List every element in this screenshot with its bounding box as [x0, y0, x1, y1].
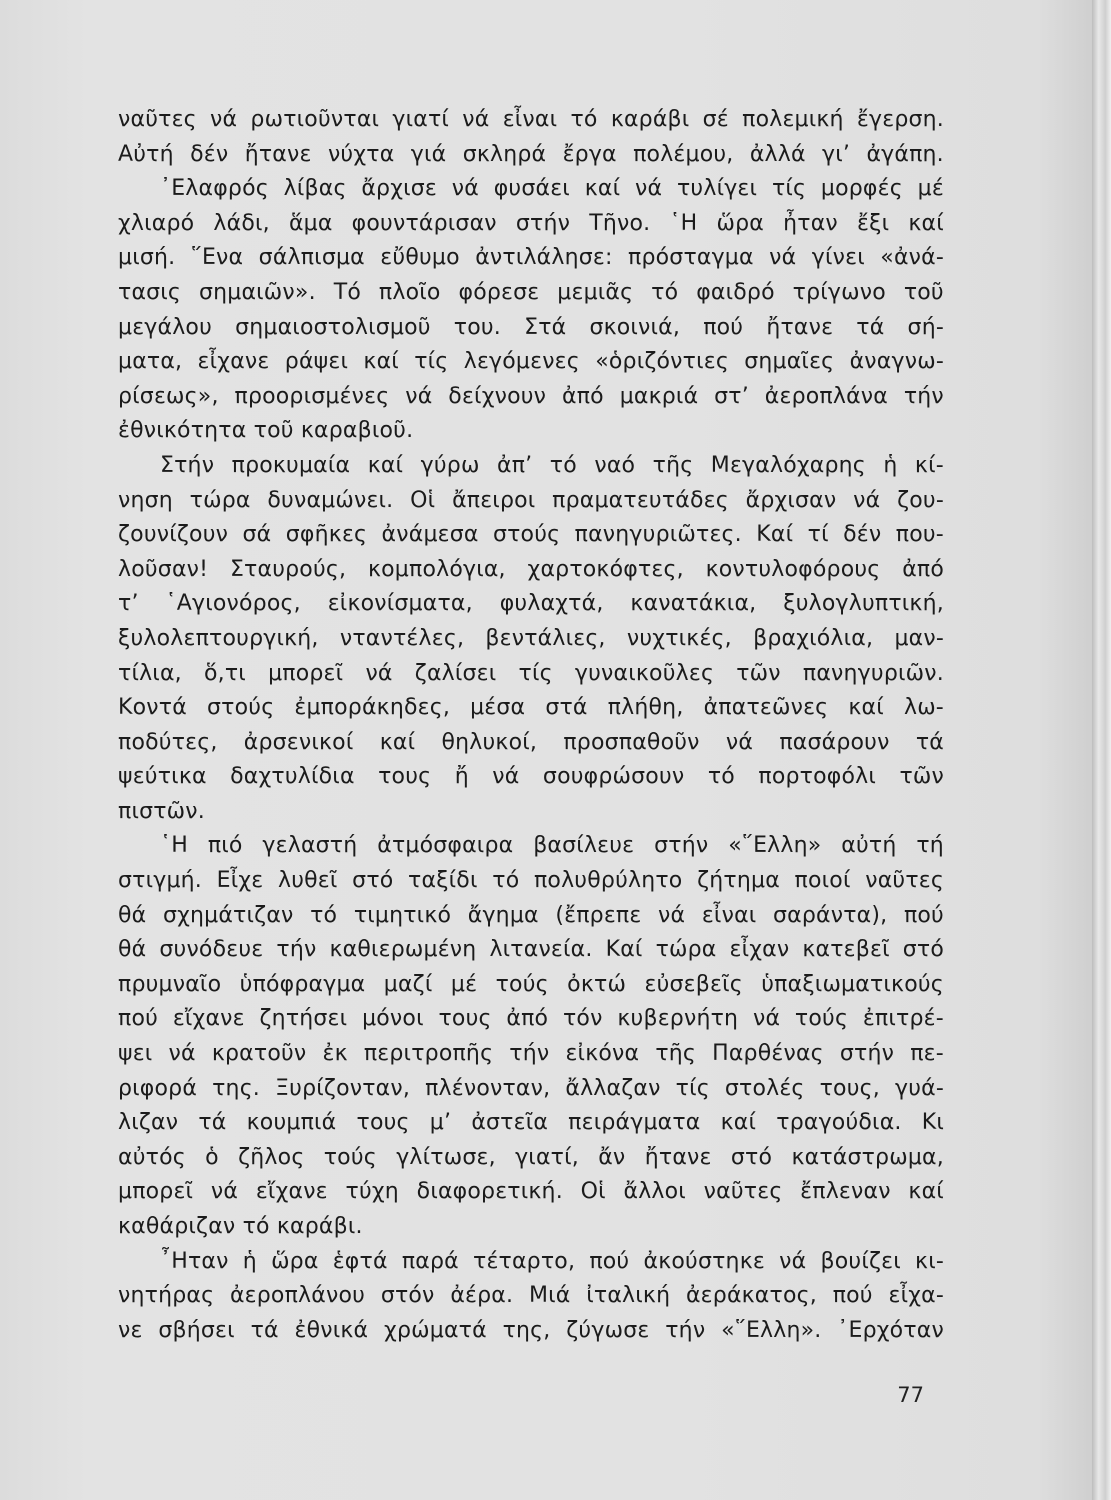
text-line: πού εἴχανε ζητήσει μόνοι τους ἀπό τόν κυβερνήτη νά τούς ἐπιτρέ-	[118, 1006, 944, 1032]
text-line: στιγμή. Εἶχε λυθεῖ στό ταξίδι τό πολυθρύλητο ζήτημα ποιοί ναῦτες	[118, 868, 944, 894]
text-line: πρυμναῖο ὑπόφραγμα μαζί μέ τούς ὀκτώ εὐσεβεῖς ὑπαξιωματικούς	[118, 971, 944, 997]
text-line: ζουνίζουν σά σφῆκες ἀνάμεσα στούς πανηγυριῶτες. Καί τί δέν που-	[118, 522, 944, 548]
body-text	[118, 103, 944, 1348]
text-line: μπορεῖ νά εἴχανε τύχη διαφορετική. Οἱ ἄλλοι ναῦτες ἔπλεναν καί	[118, 1179, 944, 1205]
text-line: ναῦτες νά ρωτιοῦνται γιατί νά εἶναι τό καράβι σέ πολεμική ἔγερση.	[118, 107, 944, 132]
text-line: θά σχημάτιζαν τό τιμητικό ἄγημα (ἔπρεπε νά εἶναι σαράντα), πού	[118, 902, 944, 928]
text-line: ᾿Ελαφρός λίβας ἄρχισε νά φυσάει καί νά τυλίγει τίς μορφές μέ	[160, 176, 944, 202]
text-line: πιστῶν.	[118, 798, 205, 824]
text-line: Στήν προκυμαία καί γύρω ἀπ’ τό ναό τῆς Μεγαλόχαρης ἡ κί-	[160, 452, 944, 478]
text-line: ῾Η πιό γελαστή ἀτμόσφαιρα βασίλευε στήν «῞Ελλη» αὐτή τή	[160, 833, 944, 859]
text-line: νε σβήσει τά ἐθνικά χρώματά της, ζύγωσε τήν «῞Ελλη». ᾿Ερχόταν	[118, 1317, 944, 1343]
text-line: Κοντά στούς ἐμποράκηδες, μέσα στά πλήθη, ἀπατεῶνες καί λω-	[118, 695, 944, 721]
text-line: ψεύτικα δαχτυλίδια τους ἤ νά σουφρώσουν τό πορτοφόλι τῶν	[118, 764, 944, 790]
text-line: μεγάλου σημαιοστολισμοῦ του. Στά σκοινιά, πού ἤτανε τά σή-	[118, 314, 944, 340]
text-line: ξυλολεπτουργική, νταντέλες, βεντάλιες, νυχτικές, βραχιόλια, μαν-	[118, 625, 944, 651]
text-line: ψει νά κρατοῦν ἐκ περιτροπῆς τήν εἰκόνα τῆς Παρθένας στήν πε-	[118, 1041, 944, 1067]
text-line: ριφορά της. Ξυρίζονταν, πλένονταν, ἄλλαζαν τίς στολές τους, γυά-	[118, 1075, 944, 1101]
page-edge	[1092, 0, 1111, 1500]
text-line: χλιαρό λάδι, ἅμα φουντάρισαν στήν Τῆνο. ῾Η ὥρα ἦταν ἔξι καί	[118, 210, 944, 236]
text-line: Αὐτή δέν ἤτανε νύχτα γιά σκληρά ἔργα πολέμου, ἀλλά γι’ ἀγάπη.	[118, 141, 944, 167]
page-number: 77	[897, 1383, 924, 1407]
text-line: ἐθνικότητα τοῦ καραβιοῦ.	[118, 418, 414, 444]
text-line: αὐτός ὁ ζῆλος τούς γλίτωσε, γιατί, ἄν ἤτανε στό κατάστρωμα,	[118, 1144, 944, 1170]
text-line: μισή. ῞Ενα σάλπισμα εὔθυμο ἀντιλάλησε: πρόσταγμα νά γίνει «ἀνά-	[118, 245, 944, 271]
text-line: ῏Ηταν ἡ ὥρα ἑφτά παρά τέταρτο, πού ἀκούστηκε νά βουίζει κι-	[160, 1248, 944, 1274]
text-line: λοῦσαν! Σταυρούς, κομπολόγια, χαρτοκόφτες, κοντυλοφόρους ἀπό	[118, 556, 944, 582]
text-line: τ’ ῾Αγιονόρος, εἰκονίσματα, φυλαχτά, κανατάκια, ξυλογλυπτική,	[118, 591, 944, 617]
text-line: τασις σημαιῶν». Τό πλοῖο φόρεσε μεμιᾶς τό φαιδρό τρίγωνο τοῦ	[118, 279, 944, 305]
text-line: τίλια, ὅ,τι μπορεῖ νά ζαλίσει τίς γυναικοῦλες τῶν πανηγυριῶν.	[118, 660, 944, 686]
text-line: ποδύτες, ἀρσενικοί καί θηλυκοί, προσπαθοῦν νά πασάρουν τά	[118, 729, 944, 755]
text-line: καθάριζαν τό καράβι.	[118, 1214, 363, 1239]
text-line: λιζαν τά κουμπιά τους μ’ ἀστεῖα πειράγματα καί τραγούδια. Κι	[118, 1110, 944, 1136]
text-line: νητήρας ἀεροπλάνου στόν ἀέρα. Μιά ἰταλική ἀεράκατος, πού εἶχα-	[118, 1283, 944, 1309]
text-line: ματα, εἶχανε ράψει καί τίς λεγόμενες «ὁριζόντιες σημαῖες ἀναγνω-	[118, 349, 944, 375]
text-line: νηση τώρα δυναμώνει. Οἱ ἄπειροι πραματευτάδες ἄρχισαν νά ζου-	[118, 487, 944, 513]
text-line: θά συνόδευε τήν καθιερωμένη λιτανεία. Καί τώρα εἶχαν κατεβεῖ στό	[118, 937, 944, 963]
text-line: ρίσεως», προορισμένες νά δείχνουν ἀπό μακριά στ’ ἀεροπλάνα τήν	[118, 383, 944, 409]
